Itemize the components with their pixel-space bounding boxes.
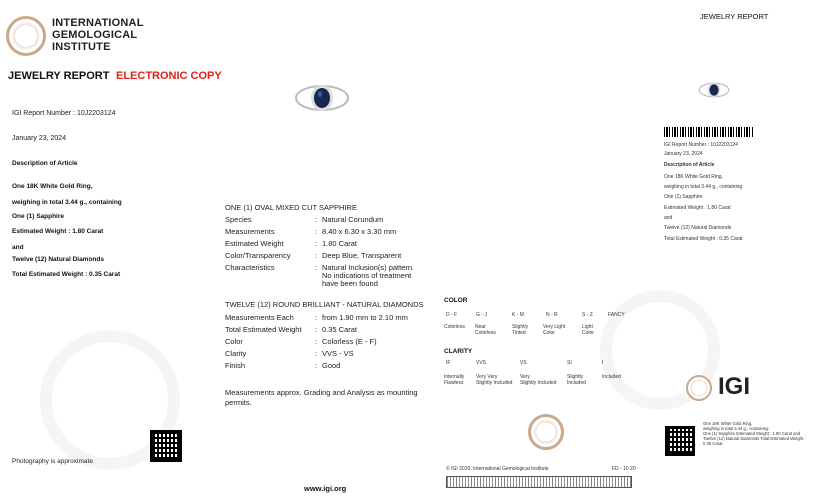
seal-icon xyxy=(528,414,564,450)
color-grade: S - Z xyxy=(582,312,593,318)
ring-thumbnail xyxy=(697,78,731,102)
org-line: INSTITUTE xyxy=(52,41,111,53)
right-line: Estimated Weight : 1.80 Carat xyxy=(664,205,731,211)
description-line: Twelve (12) Natural Diamonds xyxy=(12,256,104,263)
clarity-desc: Internally Flawless xyxy=(444,374,465,386)
color-desc: Light Color xyxy=(582,324,594,336)
measurement-note xyxy=(225,388,418,408)
clarity-grade: VVS xyxy=(476,360,487,366)
clarity-grade: I xyxy=(602,360,604,366)
right-qr-code xyxy=(665,426,695,456)
right-line: One (1) Sapphire xyxy=(664,194,703,200)
right-line: weighing in total 3.44 g., containing xyxy=(664,184,743,190)
org-line: INTERNATIONAL xyxy=(52,17,144,29)
diamond-title: TWELVE (12) ROUND BRILLIANT - NATURAL DIAMONDS xyxy=(225,300,424,309)
right-tiny-summary: One 18K White Gold Ring, weighing in total 3.44 g., containing One (1) Sapphire Estimated Weight : 1.80 Carat and Twelve (12) Natural Diamonds Total Estimated Weight : 0.35 Carat xyxy=(703,421,806,446)
color-desc: Colorless xyxy=(444,324,465,330)
right-line: Total Estimated Weight : 0.35 Carat xyxy=(664,236,743,242)
right-line: One 18K White Gold Ring, xyxy=(664,174,723,180)
electronic-copy-label: ELECTRONIC COPY xyxy=(116,70,222,82)
color-desc: Near Colorless xyxy=(475,324,496,336)
color-heading: COLOR xyxy=(444,297,468,304)
right-description-heading: Description of Article xyxy=(664,162,715,168)
report-date: January 23, 2024 xyxy=(12,135,67,142)
right-date: January 23, 2024 xyxy=(664,151,703,157)
clarity-desc: Very Very Slightly Included xyxy=(476,374,513,386)
clarity-grade: IF xyxy=(446,360,451,366)
igi-logo-icon xyxy=(6,16,46,56)
org-line: GEMOLOGICAL xyxy=(52,29,138,41)
description-line: One 18K White Gold Ring, xyxy=(12,183,93,190)
clarity-grade: VS xyxy=(520,360,527,366)
report-number: IGI Report Number : 10J2203124 xyxy=(12,110,116,117)
description-line: Estimated Weight : 1.80 Carat xyxy=(12,228,104,235)
igi-logo-small-icon xyxy=(686,375,712,401)
right-report-number: IGI Report Number : 10J2203124 xyxy=(664,142,738,148)
form-code: FD - 10 20 xyxy=(612,466,636,472)
website-link[interactable]: www.igi.org xyxy=(304,484,347,493)
copyright: © IGI 2020, International Gemological Institute xyxy=(446,466,549,472)
clarity-desc: Slightly Included xyxy=(567,374,586,386)
note-line: permits. xyxy=(225,398,252,407)
description-line: weighing in total 3.44 g., containing xyxy=(12,199,122,206)
color-grade: FANCY xyxy=(608,312,625,318)
ring-image xyxy=(292,78,352,118)
color-grade: N - R xyxy=(546,312,558,318)
color-grade: D - F xyxy=(446,312,458,318)
org-name xyxy=(52,17,144,53)
clarity-grade: SI xyxy=(567,360,572,366)
note-line: Measurements approx. Grading and Analysis as mounting xyxy=(225,388,418,397)
sapphire-title: ONE (1) OVAL MIXED CUT SAPPHIRE xyxy=(225,203,357,212)
color-desc: Slightly Tinted xyxy=(512,324,529,336)
barcode xyxy=(664,127,754,137)
clarity-desc: Very Slightly Included xyxy=(520,374,557,386)
qr-code xyxy=(150,430,182,462)
right-line: Twelve (12) Natural Diamonds xyxy=(664,225,732,231)
right-line: and xyxy=(664,215,673,221)
color-desc: Very Light Color xyxy=(543,324,566,336)
description-heading: Description of Article xyxy=(12,160,78,167)
photo-note: Photography is approximate xyxy=(12,458,93,465)
igi-brand: IGI xyxy=(718,373,751,400)
report-title: JEWELRY REPORT xyxy=(8,70,110,82)
security-strip xyxy=(446,476,632,488)
description-line: Total Estimated Weight : 0.35 Carat xyxy=(12,271,121,278)
clarity-heading: CLARITY xyxy=(444,348,473,355)
color-grade: K - M xyxy=(512,312,524,318)
right-report-title: JEWELRY REPORT xyxy=(700,12,769,21)
description-line: One (1) Sapphire xyxy=(12,213,65,220)
color-grade: G - J xyxy=(476,312,487,318)
clarity-desc: Included xyxy=(602,374,621,380)
description-line: and xyxy=(12,244,24,251)
